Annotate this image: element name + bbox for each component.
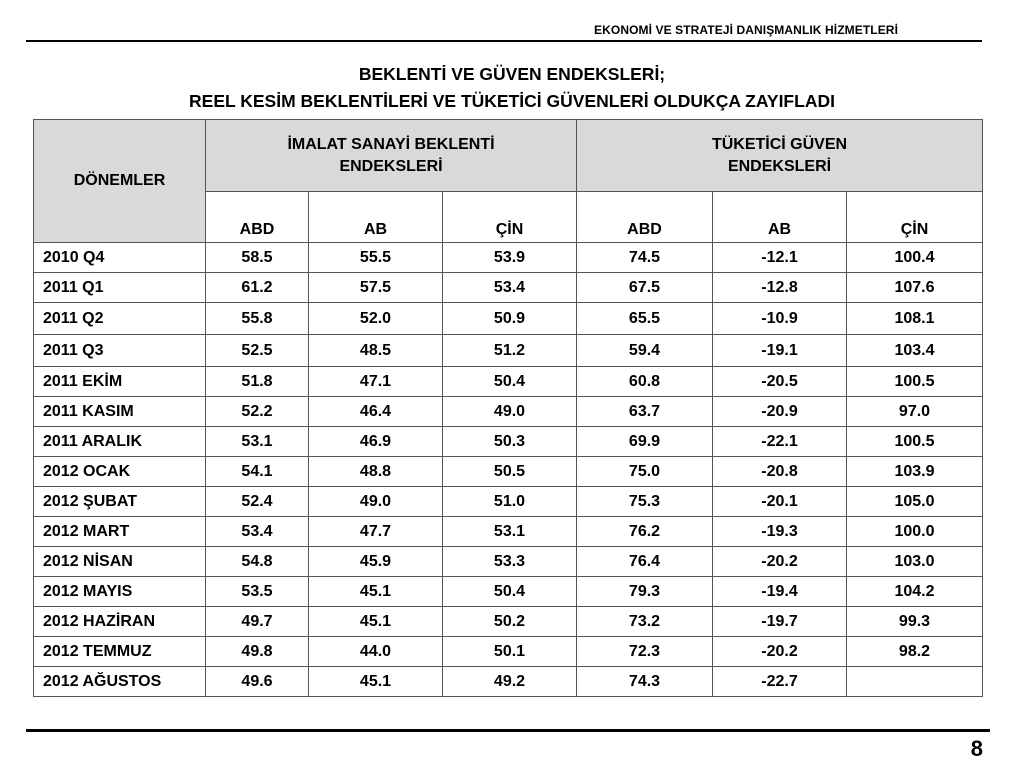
value-cell: 105.0 (847, 487, 983, 517)
value-cell: 67.5 (577, 273, 713, 303)
value-cell: 52.0 (309, 303, 443, 335)
value-cell: -19.1 (713, 335, 847, 367)
value-cell: 51.0 (443, 487, 577, 517)
slide-title: BEKLENTİ VE GÜVEN ENDEKSLERİ; (358, 64, 666, 84)
value-cell: -19.3 (713, 517, 847, 547)
table-row (34, 577, 983, 607)
group-header-line: TÜKETİCİ GÜVEN (711, 135, 848, 153)
period-cell: 2012 TEMMUZ (34, 637, 206, 667)
top-divider (26, 40, 982, 42)
value-cell: 48.5 (309, 335, 443, 367)
value-cell: 103.9 (847, 457, 983, 487)
value-cell: 53.9 (443, 243, 577, 273)
value-cell: 58.5 (206, 243, 309, 273)
value-cell: 50.4 (443, 367, 577, 397)
value-cell: 75.0 (577, 457, 713, 487)
value-cell: 60.8 (577, 367, 713, 397)
value-cell: 51.2 (443, 335, 577, 367)
group-header-line: İMALAT SANAYİ BEKLENTİ (287, 135, 495, 153)
value-cell: 53.1 (206, 427, 309, 457)
value-cell: 52.5 (206, 335, 309, 367)
consumer-group-header (577, 120, 983, 192)
value-cell: 100.5 (847, 427, 983, 457)
value-cell: 107.6 (847, 273, 983, 303)
value-cell: -19.4 (713, 577, 847, 607)
value-cell: 97.0 (847, 397, 983, 427)
value-cell: 69.9 (577, 427, 713, 457)
value-cell: -22.7 (713, 667, 847, 697)
value-cell: 61.2 (206, 273, 309, 303)
value-cell: 48.8 (309, 457, 443, 487)
table-row (34, 335, 983, 367)
value-cell: 49.6 (206, 667, 309, 697)
period-cell: 2012 MART (34, 517, 206, 547)
group-header-line: ENDEKSLERİ (339, 157, 443, 175)
bottom-divider (26, 729, 990, 732)
value-cell: 53.3 (443, 547, 577, 577)
value-cell: 99.3 (847, 607, 983, 637)
value-cell: 45.1 (309, 577, 443, 607)
value-cell: -10.9 (713, 303, 847, 335)
period-cell: 2011 KASIM (34, 397, 206, 427)
subheader-ab: AB (309, 192, 443, 243)
period-cell: 2012 ŞUBAT (34, 487, 206, 517)
subheader-cin: ÇİN (847, 192, 983, 243)
slide-subtitle: REEL KESİM BEKLENTİLERİ VE TÜKETİCİ GÜVENLERİ OLDUKÇA ZAYIFLADI (189, 91, 835, 111)
period-column-header: DÖNEMLER (34, 120, 206, 243)
value-cell (847, 667, 983, 697)
value-cell: 52.4 (206, 487, 309, 517)
value-cell: -19.7 (713, 607, 847, 637)
value-cell: -20.2 (713, 637, 847, 667)
table-row (34, 607, 983, 637)
value-cell: 57.5 (309, 273, 443, 303)
period-cell: 2011 EKİM (34, 367, 206, 397)
value-cell: -20.5 (713, 367, 847, 397)
value-cell: 44.0 (309, 637, 443, 667)
value-cell: 75.3 (577, 487, 713, 517)
value-cell: -12.8 (713, 273, 847, 303)
period-cell: 2012 HAZİRAN (34, 607, 206, 637)
value-cell: 72.3 (577, 637, 713, 667)
period-cell: 2012 OCAK (34, 457, 206, 487)
manufacturing-group-header (206, 120, 577, 192)
value-cell: 50.1 (443, 637, 577, 667)
value-cell: 50.5 (443, 457, 577, 487)
value-cell: 53.1 (443, 517, 577, 547)
value-cell: 50.2 (443, 607, 577, 637)
value-cell: 51.8 (206, 367, 309, 397)
value-cell: 63.7 (577, 397, 713, 427)
value-cell: 54.8 (206, 547, 309, 577)
group-header-line: ENDEKSLERİ (727, 157, 832, 175)
value-cell: 46.4 (309, 397, 443, 427)
table-row (34, 427, 983, 457)
value-cell: 54.1 (206, 457, 309, 487)
table-row (34, 243, 983, 273)
value-cell: 79.3 (577, 577, 713, 607)
value-cell: 45.1 (309, 667, 443, 697)
value-cell: 65.5 (577, 303, 713, 335)
table-row (34, 517, 983, 547)
company-header: EKONOMİ VE STRATEJİ DANIŞMANLIK HİZMETLERİ (594, 23, 898, 37)
value-cell: 98.2 (847, 637, 983, 667)
table-row (34, 637, 983, 667)
value-cell: 74.3 (577, 667, 713, 697)
value-cell: 45.1 (309, 607, 443, 637)
table-row (34, 667, 983, 697)
value-cell: 47.7 (309, 517, 443, 547)
value-cell: 50.3 (443, 427, 577, 457)
value-cell: -20.8 (713, 457, 847, 487)
value-cell: 53.4 (443, 273, 577, 303)
table-row (34, 303, 983, 335)
value-cell: 103.0 (847, 547, 983, 577)
period-cell: 2011 Q2 (34, 303, 206, 335)
value-cell: -20.9 (713, 397, 847, 427)
subheader-abd: ABD (206, 192, 309, 243)
table-row (34, 457, 983, 487)
period-cell: 2011 Q1 (34, 273, 206, 303)
value-cell: 76.4 (577, 547, 713, 577)
period-cell: 2012 AĞUSTOS (34, 667, 206, 697)
subheader-abd: ABD (577, 192, 713, 243)
value-cell: 46.9 (309, 427, 443, 457)
value-cell: 50.4 (443, 577, 577, 607)
value-cell: 49.7 (206, 607, 309, 637)
period-cell: 2011 Q3 (34, 335, 206, 367)
value-cell: 73.2 (577, 607, 713, 637)
value-cell: 103.4 (847, 335, 983, 367)
value-cell: 55.5 (309, 243, 443, 273)
value-cell: 53.5 (206, 577, 309, 607)
index-table (33, 119, 983, 697)
value-cell: 100.0 (847, 517, 983, 547)
value-cell: 59.4 (577, 335, 713, 367)
value-cell: 74.5 (577, 243, 713, 273)
table-row (34, 487, 983, 517)
value-cell: 53.4 (206, 517, 309, 547)
value-cell: 49.2 (443, 667, 577, 697)
value-cell: 49.0 (443, 397, 577, 427)
period-cell: 2010 Q4 (34, 243, 206, 273)
value-cell: 47.1 (309, 367, 443, 397)
value-cell: -22.1 (713, 427, 847, 457)
value-cell: 104.2 (847, 577, 983, 607)
value-cell: 45.9 (309, 547, 443, 577)
value-cell: 49.8 (206, 637, 309, 667)
value-cell: 52.2 (206, 397, 309, 427)
value-cell: 55.8 (206, 303, 309, 335)
subheader-cin: ÇİN (443, 192, 577, 243)
value-cell: -20.1 (713, 487, 847, 517)
table-row (34, 367, 983, 397)
value-cell: 100.4 (847, 243, 983, 273)
value-cell: 50.9 (443, 303, 577, 335)
value-cell: 100.5 (847, 367, 983, 397)
period-cell: 2011 ARALIK (34, 427, 206, 457)
period-cell: 2012 MAYIS (34, 577, 206, 607)
value-cell: 49.0 (309, 487, 443, 517)
table-row (34, 547, 983, 577)
value-cell: -12.1 (713, 243, 847, 273)
value-cell: -20.2 (713, 547, 847, 577)
table-row (34, 397, 983, 427)
value-cell: 76.2 (577, 517, 713, 547)
table-row (34, 273, 983, 303)
page-number: 8 (970, 736, 983, 761)
table-body (34, 243, 983, 697)
value-cell: 108.1 (847, 303, 983, 335)
subheader-ab: AB (713, 192, 847, 243)
period-cell: 2012 NİSAN (34, 547, 206, 577)
